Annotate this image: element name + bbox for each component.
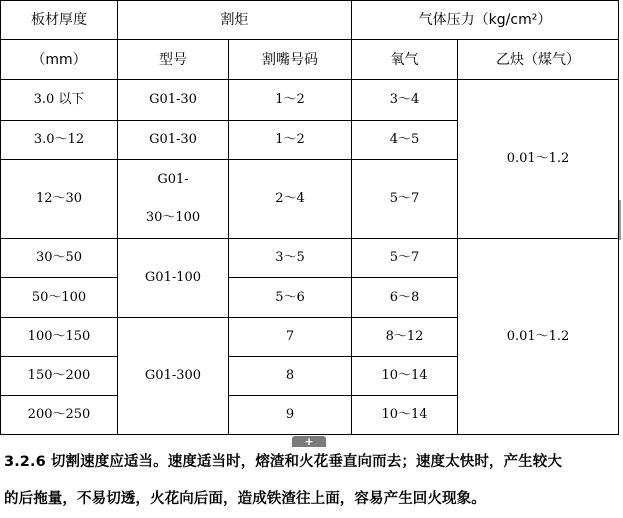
model-cell-line1: G01- [157, 172, 189, 187]
tip-cell: 8 [229, 357, 352, 396]
tip-cell: 9 [229, 396, 352, 435]
header-model: 型号 [118, 40, 229, 80]
thickness-cell: 150～200 [1, 357, 118, 396]
oxygen-cell: 10～14 [352, 396, 458, 435]
acetylene-cell-group2: 0.01～1.2 [458, 239, 619, 435]
header-acetylene: 乙炔（煤气） [458, 40, 619, 80]
thickness-cell: 3.0～12 [1, 121, 118, 160]
model-cell [118, 160, 229, 239]
header-torch: 割炬 [118, 1, 352, 40]
oxygen-cell: 10～14 [352, 357, 458, 396]
tip-cell: 1～2 [229, 80, 352, 121]
model-cell: G01-100 [118, 239, 229, 318]
header-row-1 [1, 1, 619, 40]
plus-icon: + [304, 435, 314, 448]
oxygen-cell: 5～7 [352, 239, 458, 278]
table-resize-handle[interactable] [619, 200, 621, 240]
body-paragraph [4, 444, 620, 518]
paragraph-line-2: 的后拖量，不易切透，火花向后面，造成铁渣往上面，容易产生回火现象。 [4, 491, 486, 507]
header-gas-pressure: 气体压力（kg/cm²） [352, 1, 619, 40]
tip-cell: 2～4 [229, 160, 352, 239]
oxygen-cell: 6～8 [352, 278, 458, 318]
header-thickness-unit: （mm） [1, 40, 118, 80]
thickness-cell: 12～30 [1, 160, 118, 239]
header-oxygen: 氧气 [352, 40, 458, 80]
paragraph-line-1: 3.2.6 切割速度应适当。速度适当时，熔渣和火花垂直向而去；速度太快时，产生较大 [4, 454, 562, 470]
model-cell: G01-30 [118, 121, 229, 160]
tip-cell: 7 [229, 318, 352, 357]
thickness-cell: 3.0 以下 [1, 80, 118, 121]
acetylene-cell-group1: 0.01～1.2 [458, 80, 619, 239]
thickness-cell: 100～150 [1, 318, 118, 357]
model-cell: G01-30 [118, 80, 229, 121]
oxygen-cell: 4～5 [352, 121, 458, 160]
tip-cell: 1～2 [229, 121, 352, 160]
header-tip-number: 割嘴号码 [229, 40, 352, 80]
oxygen-cell: 5～7 [352, 160, 458, 239]
model-cell: G01-300 [118, 318, 229, 435]
tip-cell: 5～6 [229, 278, 352, 318]
thickness-cell: 50～100 [1, 278, 118, 318]
oxygen-cell: 8～12 [352, 318, 458, 357]
header-row-2 [1, 40, 619, 80]
thickness-cell: 30～50 [1, 239, 118, 278]
thickness-cell: 200～250 [1, 396, 118, 435]
table-row [1, 80, 619, 121]
table-row [1, 239, 619, 278]
model-cell-line2: 30～100 [145, 210, 201, 225]
oxygen-cell: 3～4 [352, 80, 458, 121]
tip-cell: 3～5 [229, 239, 352, 278]
header-thickness: 板材厚度 [1, 1, 118, 40]
